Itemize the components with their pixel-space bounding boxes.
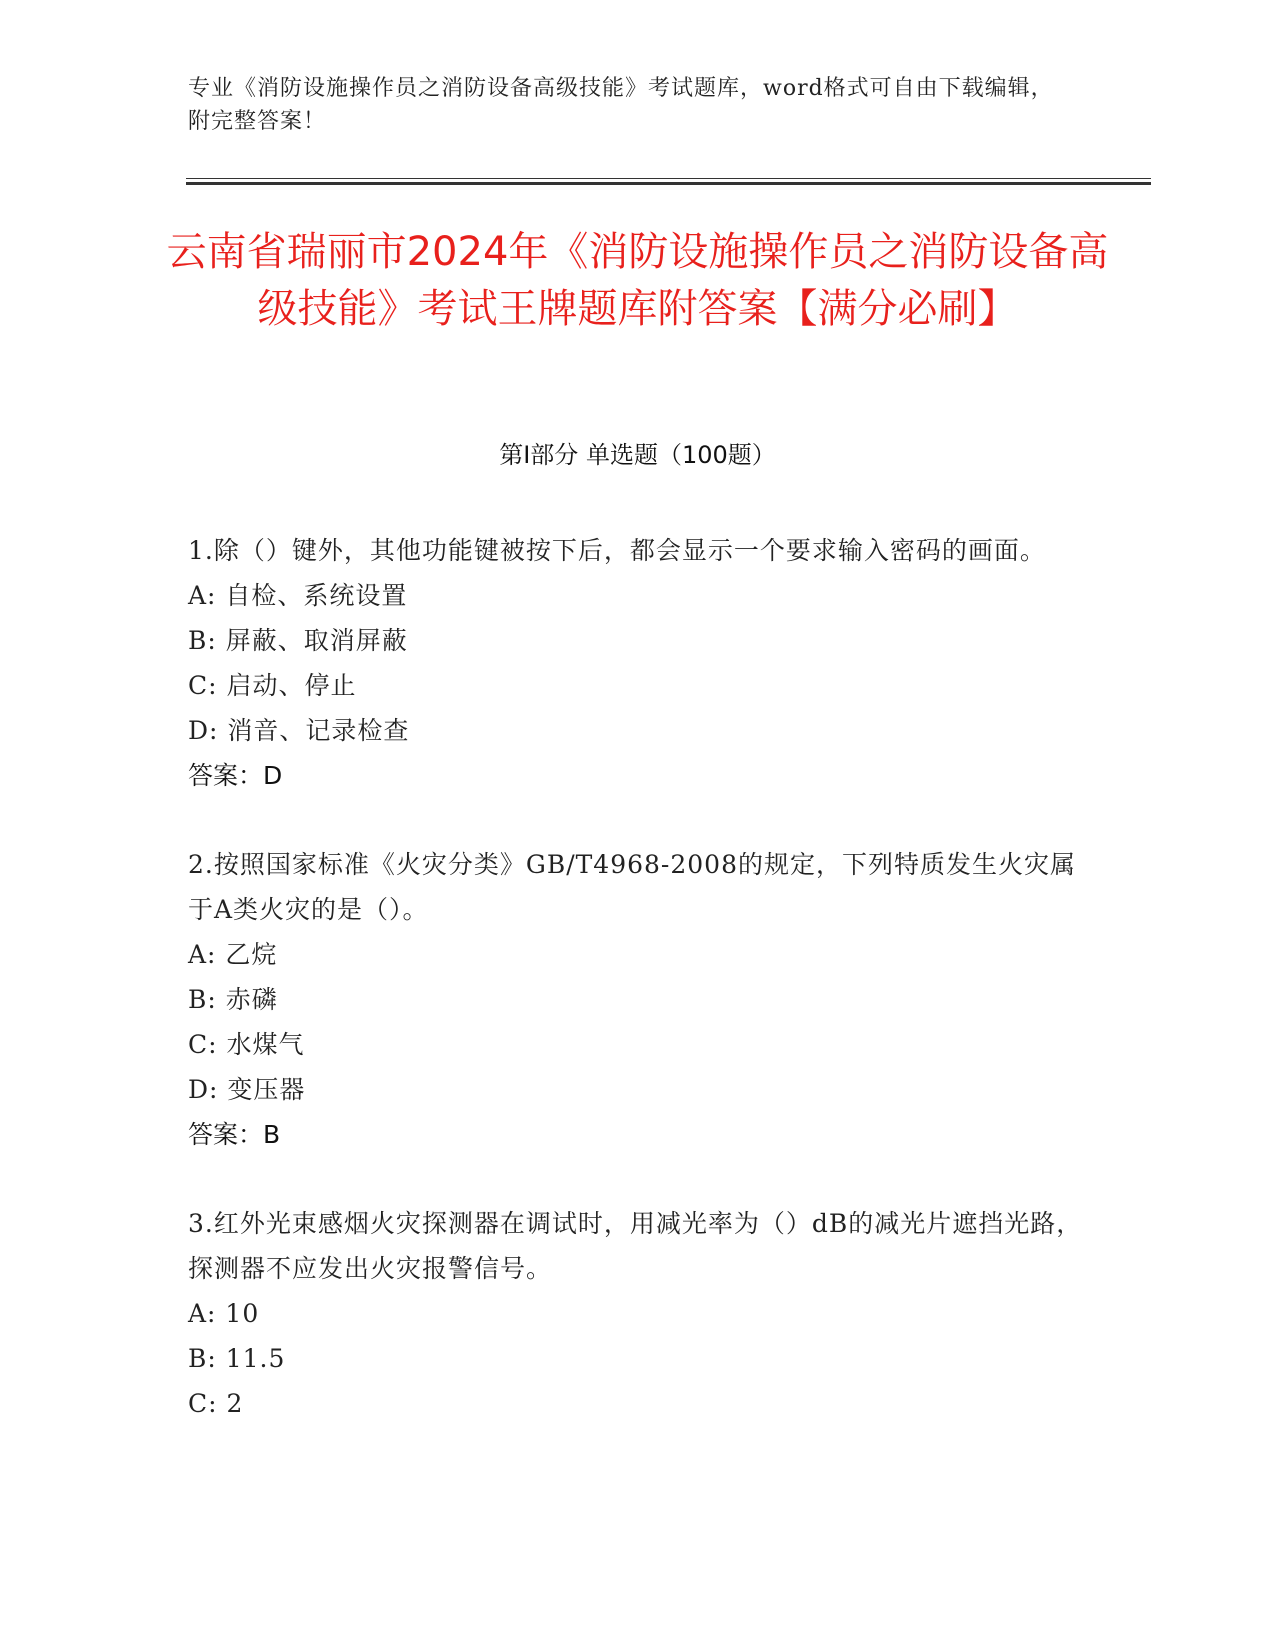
option-d: D: 变压器 [188,1075,306,1104]
document-title: 云南省瑞丽市2024年《消防设施操作员之消防设备高级技能》考试王牌题库附答案【满分必刷】 [166,229,1109,332]
question-stem: 2.按照国家标准《火灾分类》GB/T4968-2008的规定，下列特质发生火灾属于A类火灾的是（）。 [188,850,1076,924]
option-b: B: 屏蔽、取消屏蔽 [188,626,408,655]
option-a: A: 10 [188,1299,260,1328]
answer: 答案：D [188,761,283,790]
header-divider-thick [186,182,1151,185]
option-d: D: 消音、记录检查 [188,716,410,745]
section-heading: 第I部分 单选题（100题） [499,441,776,469]
header-note: 专业《消防设施操作员之消防设备高级技能》考试题库，word格式可自由下载编辑，附完整答案！ [188,76,1054,134]
option-b: B: 11.5 [188,1344,286,1373]
question-1 [188,528,1088,798]
question-list [188,528,1088,1470]
option-c: C: 启动、停止 [188,671,357,700]
answer: 答案：B [188,1120,281,1149]
option-a: A: 自检、系统设置 [188,581,408,610]
header-divider-thin [186,178,1151,179]
option-c: C: 2 [188,1389,244,1418]
question-3 [188,1201,1088,1426]
option-a: A: 乙烷 [188,940,278,969]
question-2 [188,842,1088,1157]
question-stem: 3.红外光束感烟火灾探测器在调试时，用减光率为（）dB的减光片遮挡光路，探测器不应发出火灾报警信号。 [188,1209,1083,1283]
option-b: B: 赤磷 [188,985,278,1014]
option-c: C: 水煤气 [188,1030,305,1059]
question-stem: 1.除（）键外，其他功能键被按下后，都会显示一个要求输入密码的画面。 [188,536,1046,565]
